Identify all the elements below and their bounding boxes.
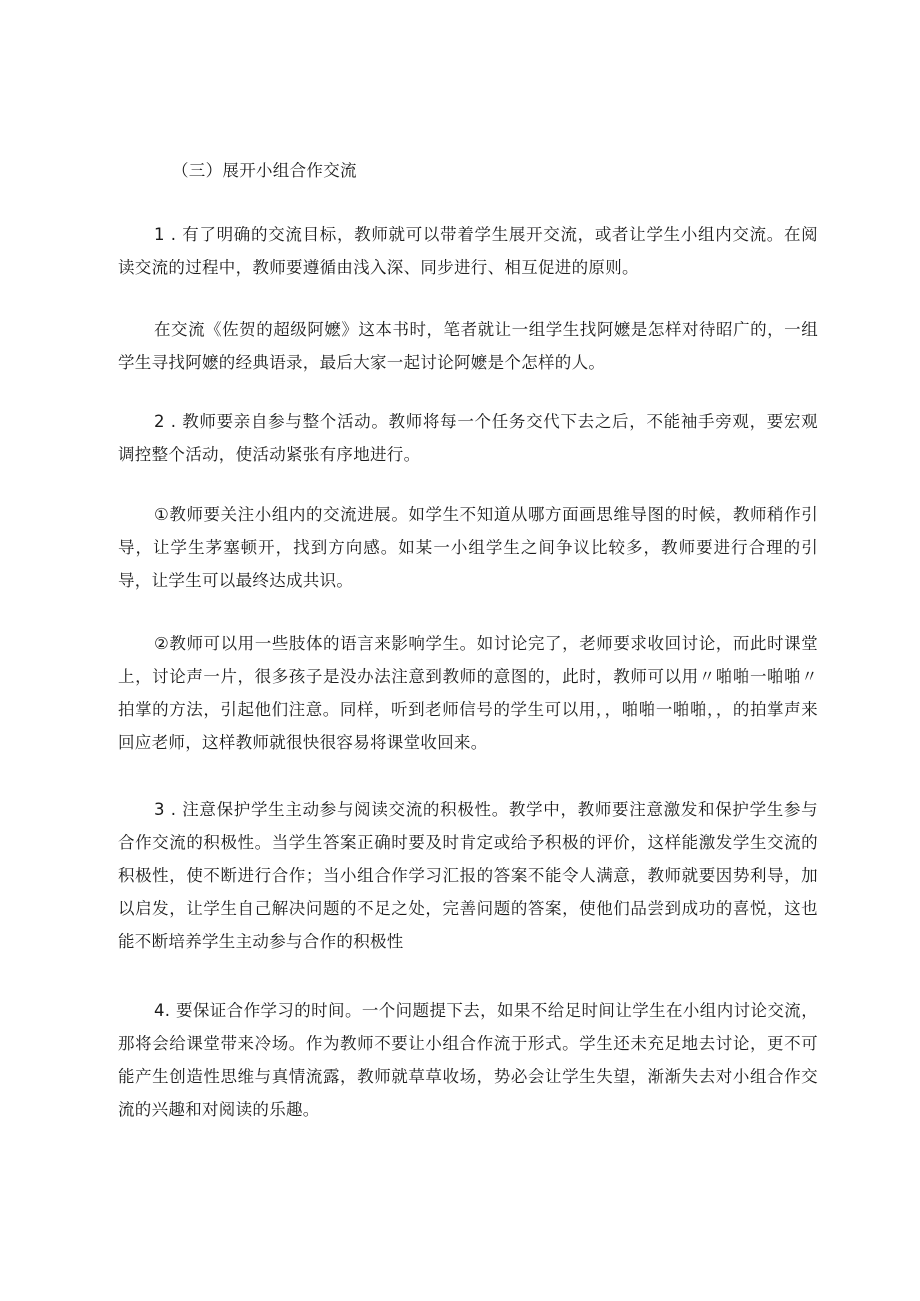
paragraph-subpoint-1: ①教师要关注小组内的交流进展。如学生不知道从哪方面画思维导图的时候，教师稍作引导，让学生茅塞顿开，找到方向感。如某一小组学生之间争议比较多，教师要进行合理的引导，让学生可以最终达成共识。 — [118, 505, 818, 590]
paragraph-point-3: 3 . 注意保护学生主动参与阅读交流的积极性。教学中，教师要注意激发和保护学生参与合作交流的积极性。当学生答案正确时要及时肯定或给予积极的评价，这样能激发学生交流的积极性，使不断进行合作；当小组合作学习汇报的答案不能令人满意，教师就要因势利导，加以启发，让学生自己解决问题的不足之处，完善问题的答案，使他们品尝到成功的喜悦，这也能不断培养学生主动参与合作的积极性 — [118, 800, 818, 951]
paragraph-subpoint-2: ②教师可以用一些肢体的语言来影响学生。如讨论完了，老师要求收回讨论，而此时课堂上，讨论声一片，很多孩子是没办法注意到教师的意图的，此时，教师可以用〃啪啪一啪啪〃拍掌的方法，引起他们注意。同样，听到老师信号的学生可以用，，啪啪一啪啪，，的拍掌声来回应老师，这样教师就很快很容易将课堂收回来。 — [118, 634, 818, 752]
section-heading: （三）展开小组合作交流 — [172, 161, 357, 180]
paragraph-example: 在交流《佐贺的超级阿嬷》这本书时，笔者就让一组学生找阿嬷是怎样对待昭广的，一组学生寻找阿嬷的经典语录，最后大家一起讨论阿嬷是个怎样的人。 — [118, 320, 818, 372]
paragraph-point-1: 1 . 有了明确的交流目标，教师就可以带着学生展开交流，或者让学生小组内交流。在阅读交流的过程中，教师要遵循由浅入深、同步进行、相互促进的原则。 — [118, 225, 818, 277]
paragraph-point-4: 4. 要保证合作学习的时间。一个问题提下去，如果不给足时间让学生在小组内讨论交流，那将会给课堂带来冷场。作为教师不要让小组合作流于形式。学生还未充足地去讨论，更不可能产生创造性思维与真情流露，教师就草草收场，势必会让学生失望，渐渐失去对小组合作交流的兴趣和对阅读的乐趣。 — [118, 1001, 818, 1119]
paragraph-point-2: 2 . 教师要亲自参与整个活动。教师将每一个任务交代下去之后，不能袖手旁观，要宏观调控整个活动，使活动紧张有序地进行。 — [118, 412, 818, 464]
